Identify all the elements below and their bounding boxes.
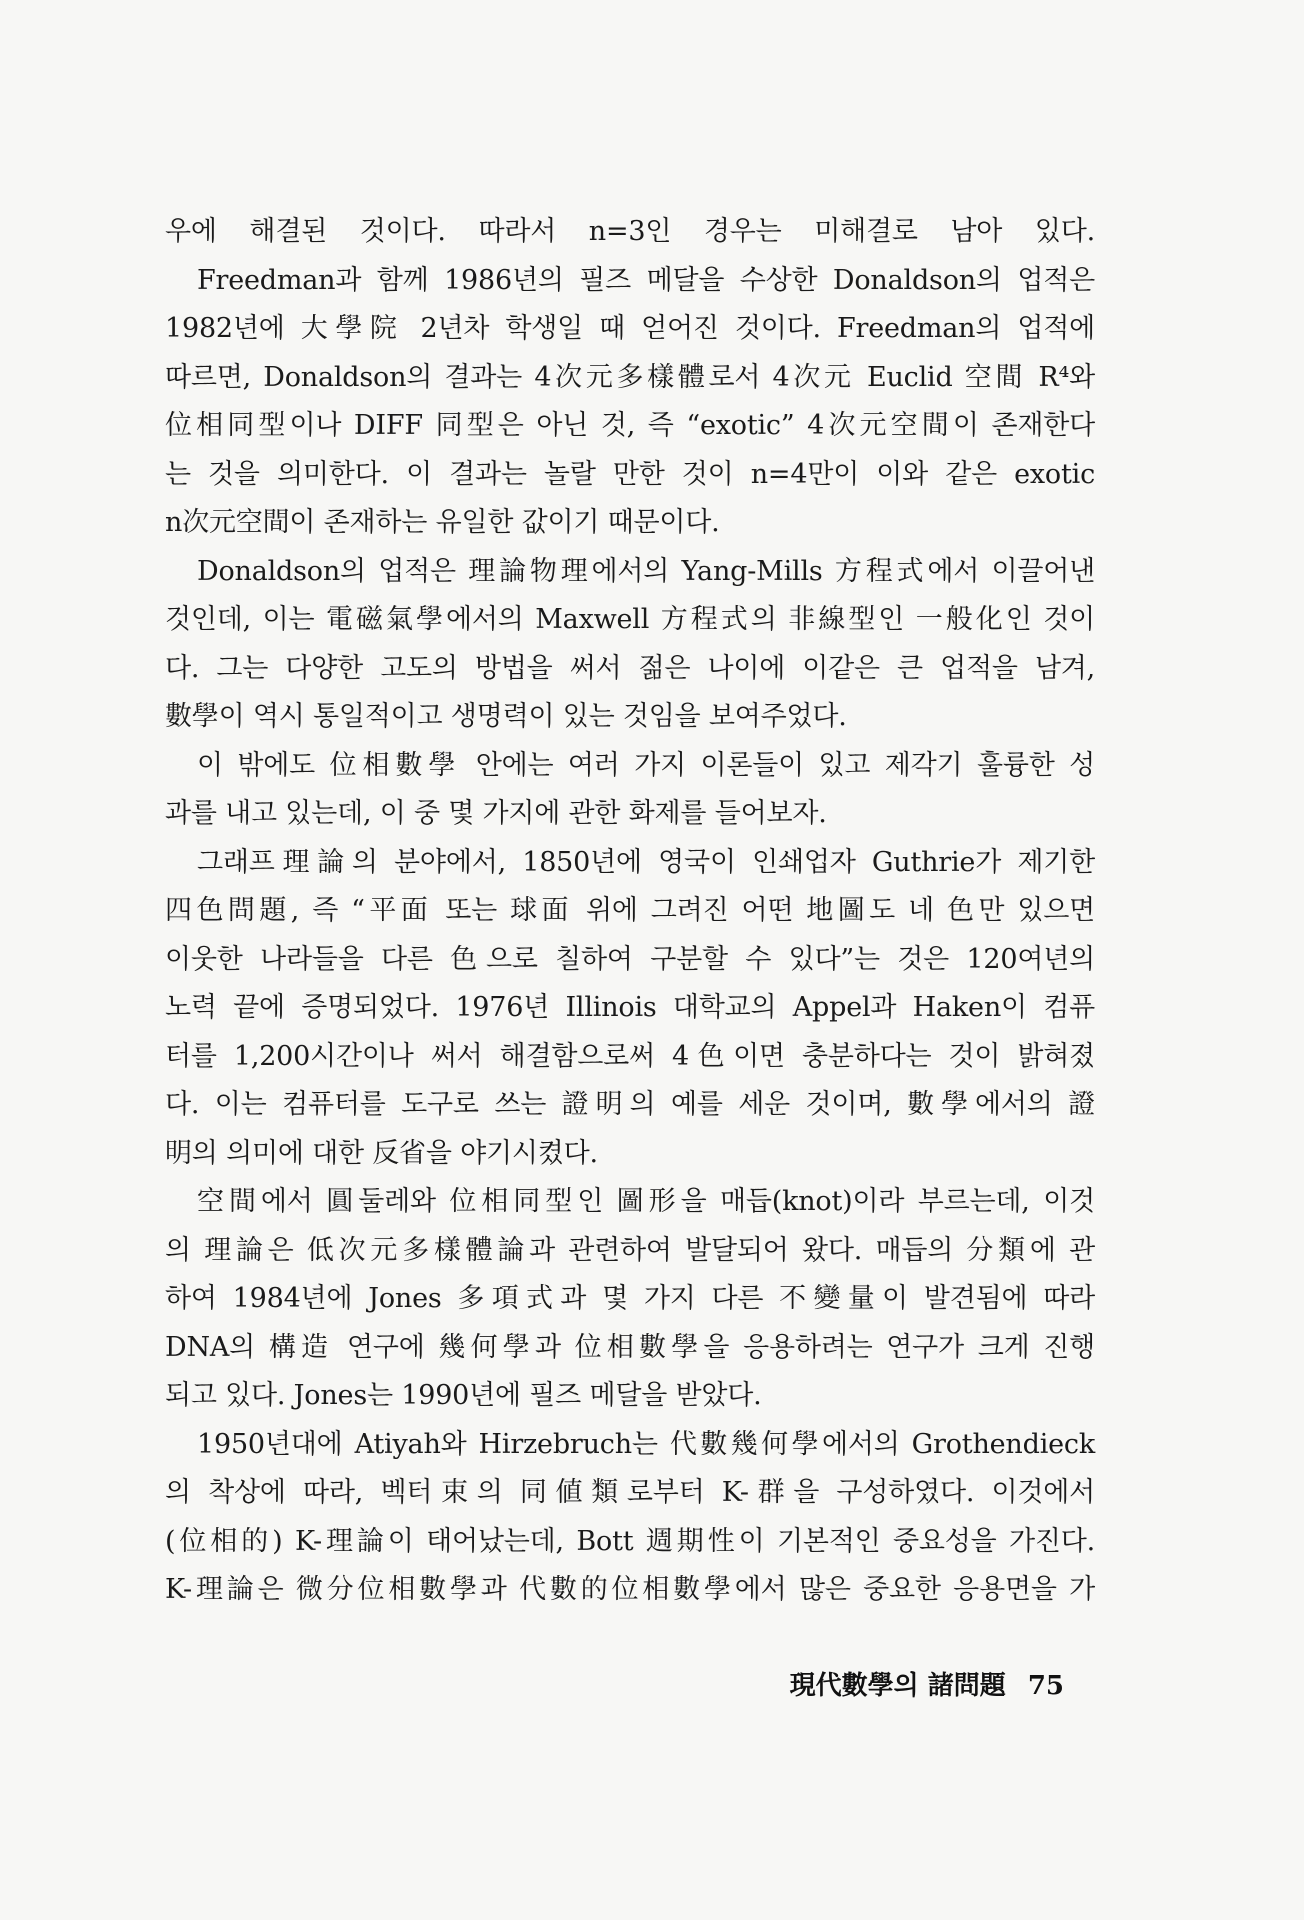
body-text bbox=[165, 208, 1095, 1615]
text-line: 四色問題, 즉 “平面 또는 球面 위에 그려진 어떤 地圖도 네 色만 있으면 bbox=[165, 895, 1095, 926]
text-line: Freedman과 함께 1986년의 필즈 메달을 수상한 Donaldson의 업적은 bbox=[197, 264, 1095, 296]
text-line: 터를 1,200시간이나 써서 해결함으로써 4色이면 충분하다는 것이 밝혀졌 bbox=[165, 1040, 1095, 1072]
text-line: 되고 있다. Jones는 1990년에 필즈 메달을 받았다. bbox=[165, 1380, 762, 1411]
text-line: 우에 해결된 것이다. 따라서 n=3인 경우는 미해결로 남아 있다. bbox=[165, 216, 1095, 247]
text-line: 位相同型이나 DIFF 同型은 아닌 것, 즉 “exotic” 4次元空間이 존재한다 bbox=[165, 410, 1095, 441]
text-line: 따르면, Donaldson의 결과는 4次元多樣體로서 4次元 Euclid 空間 R⁴와 bbox=[165, 361, 1095, 393]
text-line: 과를 내고 있는데, 이 중 몇 가지에 관한 화제를 들어보자. bbox=[165, 798, 827, 829]
text-line: 는 것을 의미한다. 이 결과는 놀랄 만한 것이 n=4만이 이와 같은 exotic bbox=[165, 458, 1095, 490]
text-line: 이웃한 나라들을 다른 色으로 칠하여 구분할 수 있다”는 것은 120여년의 bbox=[165, 943, 1095, 975]
text-line: 노력 끝에 증명되었다. 1976년 Illinois 대학교의 Appel과 Haken이 컴퓨 bbox=[165, 992, 1095, 1023]
footer-title: 現代數學의 諸問題 bbox=[789, 1671, 1006, 1701]
text-line: 의 착상에 따라, 벡터束의 同値類로부터 K-群을 구성하였다. 이것에서 bbox=[165, 1477, 1095, 1508]
text-line: 의 理論은 低次元多樣體論과 관련하여 발달되어 왔다. 매듭의 分類에 관 bbox=[165, 1234, 1095, 1266]
text-line: 空間에서 圓둘레와 位相同型인 圖形을 매듭(knot)이라 부르는데, 이것 bbox=[197, 1186, 1095, 1217]
text-line: 것인데, 이는 電磁氣學에서의 Maxwell 方程式의 非線型인 一般化인 것이 bbox=[165, 604, 1095, 635]
page-number: 75 bbox=[1027, 1671, 1064, 1701]
text-line: 다. 그는 다양한 고도의 방법을 써서 젊은 나이에 이같은 큰 업적을 남겨, bbox=[165, 652, 1095, 684]
text-line: 明의 의미에 대한 反省을 야기시켰다. bbox=[165, 1137, 598, 1169]
text-line: 하여 1984년에 Jones 多項式과 몇 가지 다른 不變量이 발견됨에 따라 bbox=[165, 1283, 1095, 1314]
text-line: Donaldson의 업적은 理論物理에서의 Yang-Mills 方程式에서 이끌어낸 bbox=[197, 555, 1095, 587]
text-line: 1950년대에 Atiyah와 Hirzebruch는 代數幾何學에서의 Grothendieck bbox=[197, 1428, 1095, 1460]
running-footer bbox=[790, 1665, 1064, 1702]
text-line: DNA의 構造 연구에 幾何學과 位相數學을 응용하려는 연구가 크게 진행 bbox=[165, 1331, 1095, 1363]
text-line: (位相的) K-理論이 태어났는데, Bott 週期性이 기본적인 중요성을 가진다. bbox=[165, 1525, 1095, 1557]
text-line: 이 밖에도 位相數學 안에는 여러 가지 이론들이 있고 제각기 훌륭한 성 bbox=[197, 749, 1095, 781]
text-line: K-理論은 微分位相數學과 代數的位相數學에서 많은 중요한 응용면을 가 bbox=[165, 1574, 1095, 1605]
text-line: 數學이 역시 통일적이고 생명력이 있는 것임을 보여주었다. bbox=[165, 701, 847, 732]
text-line: 다. 이는 컴퓨터를 도구로 쓰는 證明의 예를 세운 것이며, 數學에서의 證 bbox=[165, 1089, 1096, 1120]
text-line: 그래프理論의 분야에서, 1850년에 영국이 인쇄업자 Guthrie가 제기한 bbox=[197, 846, 1095, 878]
text-line: 1982년에 大學院 2년차 학생일 때 얻어진 것이다. Freedman의 업적에 bbox=[165, 313, 1095, 344]
text-line: n次元空間이 존재하는 유일한 값이기 때문이다. bbox=[165, 507, 720, 538]
